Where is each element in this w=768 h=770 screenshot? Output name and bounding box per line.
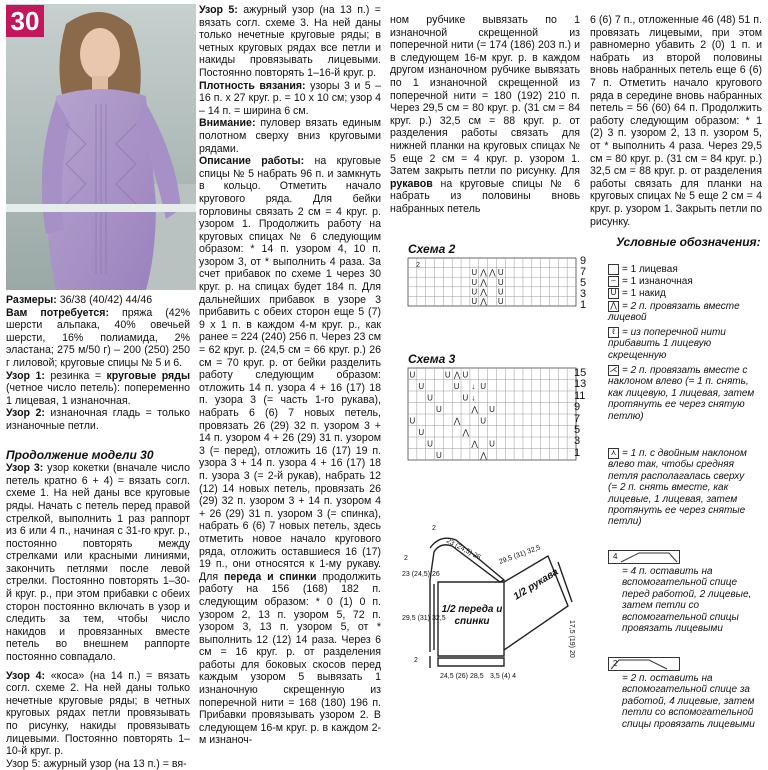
scheme2-row: 3 — [580, 288, 587, 300]
chart-stitch-symbol: U — [418, 428, 425, 437]
ssk-icon: ⋌ — [609, 365, 618, 374]
k2tog-icon: ⋀ — [608, 301, 619, 312]
pattern5-value: ажурный узор (на 13 п.) = вязать согл. схеме 3. На ней даны только нечетные круговые ряды; в четных круговых рядах все петли и накиды провязывать лицевыми. Постоянно повторять 1–16-й круг. р. — [199, 4, 381, 79]
chart-stitch-symbol: ⋀ — [471, 439, 478, 449]
dim-shoulder: 29,5 (31) 32,5 — [498, 544, 542, 566]
chart-stitch-symbol: ⋀ — [453, 370, 461, 380]
sleeves-value: на круговые спицы № 6 набрать из половины вновь набранных петель — [390, 177, 580, 215]
model-photo — [6, 4, 196, 290]
scheme2-title: Схема 2 — [408, 242, 456, 256]
cdd-icon: ⋏ — [608, 448, 619, 459]
pattern4-label: Узор 4: — [6, 669, 46, 682]
pattern5-cut: Узор 5: ажурный узор (на 13 п.) = вя- — [6, 757, 187, 770]
legend-knit — [608, 264, 758, 276]
legend-text: = 1 накид — [622, 288, 666, 300]
chart-stitch-symbol: U — [497, 297, 504, 306]
legend-text: = 1 изнаночная — [622, 276, 693, 288]
scheme3-row: 15 — [574, 367, 587, 379]
chart-stitch-symbol: U — [462, 393, 469, 403]
work-label: Описание работы: — [199, 155, 305, 168]
pattern1-post: (четное число петель): попеременно 1 лицевая, 1 изнаночная. — [6, 382, 190, 407]
materials-value: пряжа (42% шерсти альпака, 40% овечьей шерсти, 16% полиамида, 2% эластана; 275 м/50 г) – 200 (250) 250 г лиловой; круговые спицы № 5 и 6. — [6, 306, 190, 369]
scheme3-row: 1 — [574, 446, 581, 459]
legend-title: Условные обозначения: — [616, 235, 761, 249]
column-4-instructions — [590, 14, 762, 228]
dim-2b: 2 — [404, 555, 408, 562]
chart-stitch-symbol: ⋀ — [480, 297, 487, 306]
chart-stitch-symbol: U — [471, 287, 478, 297]
pattern2-label: Узор 2: — [6, 407, 45, 420]
pattern4-value: «коса» (на 14 п.) = вязать согл. схеме 2. На ней даны только нечетные круговые ряды; в четных круговых рядах петли провязывать по рисунку, накиды провязывать лицевыми. Постоянно повторять 1–10-й круг. р. — [6, 669, 190, 758]
chart-stitch-symbol: ⋀ — [480, 277, 487, 287]
legend-k2tog — [608, 301, 756, 324]
make1-icon: ℓ — [608, 327, 619, 338]
chart-stitch-symbol: U — [409, 370, 416, 380]
note-value: пуловер вязать единым полотном сверху вниз круговыми рядами. — [199, 117, 382, 155]
scheme2-cable-mark: 2 — [416, 262, 420, 269]
body-label: переда и спинки — [223, 570, 317, 583]
chart-stitch-symbol: ⋀ — [471, 405, 478, 414]
legend-text: = 4 п. оставить на вспомогательной спице перед работой, 2 лицевые, затем петли со вспомогательной спицы провязать лицевыми — [622, 566, 752, 635]
dim-left-body: 29,5 (31) 32,5 — [402, 615, 446, 622]
materials-label: Вам потребуется: — [6, 306, 109, 319]
dim-2a: 2 — [432, 525, 436, 532]
scheme2-row: 9 — [580, 255, 587, 267]
scheme3-row: 9 — [574, 401, 581, 414]
model-number-badge: 30 — [6, 5, 44, 37]
col3-text: ном рубчике вывязать по 1 изнаночной скрещенной из поперечной нити (= 174 (186) 203 п.) и в следующем 16-м круг. р. в каждом другом изнаночном рубчике вывязать по 1 изнаночной скрещенной из поперечной нити = 180 (192) 210 п. Через 29,5 см = 80 круг. р. (31 см = 84 круг. р.) 32,5 см = 88 круг. р. от разделения работы связать для нижней планки на круговых спицах № 5 еще 2 см = 4 круг. р. узором 1. Затем закрыть петли по рисунку. Для — [390, 14, 580, 178]
chart-stitch-symbol: U — [444, 370, 451, 380]
chart-stitch-symbol: ⋀ — [480, 268, 487, 278]
dim-neck: 23 (24,5) 26 — [445, 537, 482, 562]
chart-stitch-symbol: U — [489, 439, 495, 449]
sizes-label: Размеры: — [6, 294, 57, 306]
scheme3-row-labels — [574, 368, 586, 459]
pattern5-label: Узор 5: — [199, 4, 238, 16]
chart-stitch-symbol: ⋀ — [480, 287, 487, 297]
pattern1-bold: круговые ряды — [106, 369, 190, 382]
knit-icon — [608, 264, 619, 275]
chart-stitch-symbol: U — [480, 382, 487, 391]
purl-icon: – — [608, 276, 619, 287]
legend-cable-back — [608, 657, 758, 730]
legend-text: = 1 лицевая — [622, 264, 678, 276]
chart-stitch-symbol: U — [462, 370, 469, 380]
chart-stitch-symbol: U — [418, 382, 425, 391]
scheme3-chart — [406, 366, 578, 462]
chart-stitch-symbol: U — [497, 287, 504, 297]
cable-front-icon — [608, 550, 680, 564]
scheme3-row: 3 — [574, 435, 581, 448]
density-value: узоры 3 и 5 – 16 п. х 27 круг. р. = 10 х 10 см; узор 4 – 14 п. = ширина 6 см. — [199, 79, 381, 117]
chart-stitch-symbol: U — [471, 297, 478, 306]
chart-stitch-symbol: ⋀ — [453, 416, 461, 426]
cable-back-icon — [608, 657, 680, 671]
chart-stitch-symbol: ↓ — [471, 382, 476, 391]
dim-left-top: 23 (24,5) 26 — [402, 571, 440, 578]
legend-cdd — [608, 448, 756, 528]
legend-text: = 2 п. провязать вместе лицевой — [608, 301, 740, 324]
chart-stitch-symbol: U — [409, 416, 416, 426]
column-1-materials — [6, 294, 190, 768]
dim-2c: 2 — [414, 657, 418, 664]
scheme2-row: 5 — [580, 277, 587, 289]
legend-text: = 2 п. провязать вместе с наклоном влево (= 1 п. снять, как лицевую, 1 лицевая, затем протянуть ее через снятую петлю) — [608, 365, 755, 422]
cable-front-num: 4 — [613, 552, 618, 561]
dim-bottom: 24,5 (26) 28,5 — [440, 673, 484, 680]
chart-stitch-symbol: ⋀ — [480, 451, 487, 460]
body-piece-label: 1/2 переда и спинки — [441, 604, 503, 627]
scheme3-row: 13 — [574, 378, 587, 391]
dim-sleeve-side: 17,5 (19) 20 — [568, 620, 575, 658]
pattern2-value: изнаночная гладь = только изнаночные петли. — [6, 407, 191, 432]
legend-text: = 2 п. оставить на вспомогательной спице за работой, 4 лицевые, затем петли со вспомогательной спицы провязать лицевыми — [622, 673, 755, 730]
sleeve-label: 1/2 рукава — [511, 566, 561, 603]
yarnover-icon: U — [608, 288, 619, 299]
chart-stitch-symbol: ⋀ — [462, 428, 470, 437]
density-label: Плотность вязания: — [199, 79, 306, 92]
legend-yarnover — [608, 288, 758, 300]
scheme3-row: 5 — [574, 424, 581, 437]
cable-back-num: 2 — [613, 659, 618, 668]
scheme2-row: 1 — [580, 299, 587, 311]
legend-cable-front — [608, 550, 758, 634]
legend — [608, 264, 764, 764]
work-value: на круговые спицы № 5 набрать 96 п. и замкнуть в кольцо. Отметить начало кругового ряда. Для бейки горловины связать 2 см = 4 круг. р. узором 1. Продолжить работу на круговых спицах № 6 следующим образом: * 14 п. узором 4, 10 п. узором 3, от * выполнить 4 раза. За счет прибавок по схеме 1 через 30 круг. р. на спицах будет 184 п. Для дальнейших прибавок в узоре 3 прибавить с обеих сторон еще 5 (7) 9 х 1 п. в каждом 4-м круг. р., как ранее = 224 (240) 256 п. Через 23 см = 62 круг. р. (24,5 см = 66 круг. р.) 26 см = 70 круг. р. от бейки разделить работу следующим образом: отложить 14 п. узора 4 + 16 (17) 18 п. узора 3 (= часть 1-го рукава), набрать 6 (6) 7 новых петель, провязать 26 (29) 32 п. узором 3 + 14 п. узором 4 + 26 (29) 31 п. узором 3 (= перед), отложить 16 (17) 19 п. узора 3 + 14 п. узора 4 + 16 (17) 18 п. узора 3 (= 2-й рукав), набрать 12 (12) 14 новых петель, провязать 26 (29) 32 п. узором 3 + 14 п. узором 4 + 26 (29) 31 п. узором 3 (= спинка), набрать 6 (6) 7 новых петель, здесь отметить новое начало кругового ряда, отложить оставшиеся 16 (17) 19 п., они относятся к 1-му рукаву. Для — [199, 155, 381, 583]
scheme2-row-labels — [580, 256, 586, 311]
chart-stitch-symbol: U — [427, 439, 433, 449]
scheme3-row: 7 — [574, 412, 581, 425]
chart-stitch-symbol: U — [436, 405, 442, 414]
chart-stitch-symbol: U — [471, 277, 478, 287]
legend-ssk — [608, 365, 756, 422]
column-3-instructions — [390, 14, 580, 215]
chart-stitch-symbol: ⋀ — [489, 268, 496, 278]
pattern3-label: Узор 3: — [6, 462, 44, 475]
legend-text: = из поперечной нити прибавить 1 лицевую скрещенную — [608, 327, 726, 361]
chart-stitch-symbol: U — [471, 268, 478, 278]
sleeves-label: рукавов — [390, 177, 433, 190]
scheme2-row: 7 — [580, 266, 587, 278]
continuation-heading: Продолжение модели 30 — [6, 447, 154, 462]
scheme3-title: Схема 3 — [408, 352, 456, 366]
garment-diagram — [400, 520, 600, 700]
col4-text: 6 (6) 7 п., отложенные 46 (48) 51 п. провязать лицевыми, при этом равномерно убавить 2 (0) 1 п. и набрать из второй половины вновь набранных петель еще 6 (6) 7 п. Отметить начало кругового ряда в середине вновь набранных петель = 56 (60) 64 п. Продолжить работу следующим образом: * 1 (2) 3 п. узором 2, 13 п. узором 5, от * выполнить 4 раза. Через 29,5 см = 80 круг. р. (31 см = 84 круг. р.) 32,5 см = 88 круг. р. от разделения работы связать для планки на круговых спицах № 5 еще 2 см = 4 круг. р. узором 1. Закрыть петли по рисунку. — [590, 14, 762, 228]
column-2-instructions — [199, 4, 381, 768]
note-label: Внимание: — [199, 117, 256, 130]
chart-stitch-symbol: U — [497, 277, 504, 287]
chart-stitch-symbol: U — [453, 382, 460, 391]
chart-stitch-symbol: ↓ — [471, 393, 476, 403]
legend-make1 — [608, 327, 756, 361]
legend-text: = 1 п. с двойным наклоном влево так, чтобы средняя петля располагалась сверху (= 2 п. снять вместе, как лицевые, 1 лицевая, затем протянуть ее через снятые петли) — [608, 448, 747, 528]
body-value: продолжить работу на 156 (168) 182 п. следующим образом: * 0 (1) 0 п. узором 2, 13 п. узором 5, 72 п. узором 3, 13 п. узором 5, от * выполнить 12 (12) 14 раза. Через 6 см = 16 круг. р. от разделения работы для боковых скосов перед каждым узором 5 вывязать 1 изнаночную скрещенную из поперечной нити = 168 (180) 196 п. Прибавки провязывать узором 2. В следующем 16-м круг. р. в каждом 2-м изнаноч- — [199, 570, 381, 747]
chart-stitch-symbol: U — [489, 405, 495, 414]
chart-stitch-symbol: U — [497, 268, 504, 278]
chart-stitch-symbol: U — [436, 451, 442, 460]
chart-stitch-symbol: U — [480, 416, 487, 426]
pattern3-value: узор кокетки (вначале число петель кратно 6 + 4) = вязать согл. схеме 1. На ней даны все круговые ряды. Начать с петель перед правой стрелкой, выполнить 1 раз раппорт из 6 или 4 п., начиная с 31-го круг. р., постоянно повторять между стрелками или красными линиями, закончить петлями после левой стрелки. Постоянно повторять 1–30-й круг. р., при этом прибавки с обеих сторон постоянно включать в узор и следить за тем, чтобы число накидов и провязанных вместе петель во внешнем раппорте постоянно совпадало. — [6, 462, 190, 664]
legend-purl — [608, 276, 758, 288]
dim-bottom2: 3,5 (4) 4 — [490, 673, 517, 680]
sizes-value: 36/38 (40/42) 44/46 — [59, 294, 153, 306]
pattern1-label: Узор 1: — [6, 369, 45, 382]
pattern1-pre: резинка = — [50, 369, 102, 382]
scheme3-row: 11 — [574, 389, 586, 402]
chart-stitch-symbol: U — [427, 393, 433, 403]
scheme2-chart — [406, 256, 596, 310]
